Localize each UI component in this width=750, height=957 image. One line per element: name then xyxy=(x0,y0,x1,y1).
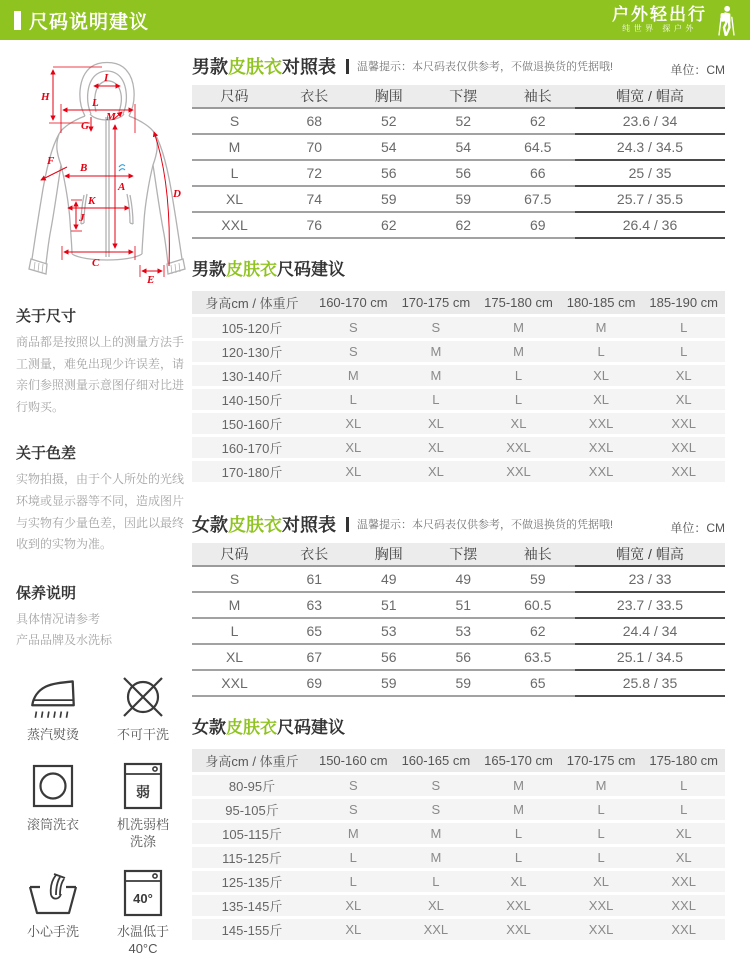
table-cell: 63 xyxy=(277,592,352,618)
about-color-text: 实物拍摄，由于个人所处的光线环境或显示器等不同，造成图片与实物有少量色差，因此以最终收到的实物为准。 xyxy=(16,472,185,552)
table-cell: L xyxy=(192,618,277,644)
table-cell: S xyxy=(395,799,478,820)
unit-label: 单位：CM xyxy=(670,521,725,535)
table-cell: 60.5 xyxy=(501,592,576,618)
women-reco-title: 女款皮肤衣尺码建议 xyxy=(192,718,345,737)
table-cell: 67.5 xyxy=(501,186,576,212)
table-cell: XXL xyxy=(560,919,643,940)
table-cell: 25.7 / 35.5 xyxy=(575,186,725,212)
table-cell: M xyxy=(477,799,560,820)
table-cell: 95-105斤 xyxy=(192,799,312,820)
table-cell: L xyxy=(560,341,643,362)
table-cell: XXL xyxy=(477,919,560,940)
table-cell: 56 xyxy=(352,160,427,186)
table-row xyxy=(192,847,725,868)
table-cell: XL xyxy=(192,186,277,212)
table-cell: XXL xyxy=(560,437,643,458)
hiker-icon xyxy=(712,4,738,36)
table-cell: 80-95斤 xyxy=(192,775,312,796)
table-cell: 105-120斤 xyxy=(192,317,312,338)
column-header: 160-165 cm xyxy=(395,749,478,772)
table-cell: 52 xyxy=(352,108,427,134)
measure-label-D: D xyxy=(173,188,181,200)
table-row xyxy=(192,134,725,160)
table-cell: L xyxy=(560,823,643,844)
care-item: 蒸汽熨烫 xyxy=(14,672,92,744)
column-header: 胸围 xyxy=(352,85,427,108)
column-header: 身高cm / 体重斤 xyxy=(192,291,312,314)
care-item: 小心手洗 xyxy=(14,867,92,957)
table-cell: S xyxy=(395,775,478,796)
table-row xyxy=(192,644,725,670)
table-row xyxy=(192,670,725,696)
measure-label-C: C xyxy=(92,257,100,269)
table-cell: 24.4 / 34 xyxy=(575,618,725,644)
table-cell: M xyxy=(395,847,478,868)
table-cell: M xyxy=(560,317,643,338)
table-cell: 53 xyxy=(352,618,427,644)
column-header: 帽宽 / 帽高 xyxy=(575,85,725,108)
table-cell: M xyxy=(312,365,395,386)
table-cell: 62 xyxy=(426,212,501,238)
women-size-recommendation-section xyxy=(192,713,725,943)
table-cell: L xyxy=(477,389,560,410)
table-cell: 25.8 / 35 xyxy=(575,670,725,696)
table-cell: M xyxy=(192,134,277,160)
column-header: 衣长 xyxy=(277,543,352,566)
men-reco-table xyxy=(192,288,725,485)
measure-label-B: B xyxy=(80,162,88,174)
table-cell: 135-145斤 xyxy=(192,895,312,916)
table-cell: XL xyxy=(312,461,395,482)
title-accent-bar xyxy=(14,11,21,30)
table-cell: S xyxy=(192,108,277,134)
table-row xyxy=(192,799,725,820)
brand-name: 户外轻出行 xyxy=(612,4,707,24)
table-cell: XL xyxy=(395,413,478,434)
column-header: 袖长 xyxy=(501,85,576,108)
table-row xyxy=(192,317,725,338)
table-cell: 61 xyxy=(277,566,352,592)
table-cell: XL xyxy=(312,413,395,434)
table-cell: L xyxy=(395,389,478,410)
table-cell: 68 xyxy=(277,108,352,134)
column-header: 帽宽 / 帽高 xyxy=(575,543,725,566)
table-cell: 54 xyxy=(426,134,501,160)
table-cell: 23.6 / 34 xyxy=(575,108,725,134)
machine-wash-gentle-icon xyxy=(115,760,171,812)
men-table-title: 男款 皮肤衣 对照表 温馨提示：本尺码表仅供参考，不做退换货的凭据哦! xyxy=(192,57,614,77)
table-cell: XXL xyxy=(560,461,643,482)
table-cell: XL xyxy=(642,365,725,386)
table-cell: XXL xyxy=(642,871,725,892)
table-cell: 24.3 / 34.5 xyxy=(575,134,725,160)
table-cell: 59 xyxy=(426,186,501,212)
table-cell: XL xyxy=(477,413,560,434)
table-cell: 62 xyxy=(352,212,427,238)
table-cell: 25 / 35 xyxy=(575,160,725,186)
table-row xyxy=(192,895,725,916)
table-cell: 76 xyxy=(277,212,352,238)
table-cell: 56 xyxy=(426,644,501,670)
table-cell: XL xyxy=(560,871,643,892)
column-header: 160-170 cm xyxy=(312,291,395,314)
table-cell: S xyxy=(312,317,395,338)
women-size-table xyxy=(192,543,725,697)
table-cell: XL xyxy=(477,871,560,892)
table-cell: M xyxy=(395,365,478,386)
table-cell: 63.5 xyxy=(501,644,576,670)
table-row xyxy=(192,186,725,212)
table-cell: M xyxy=(560,775,643,796)
table-cell: 51 xyxy=(426,592,501,618)
table-cell: M xyxy=(477,775,560,796)
table-cell: XL xyxy=(312,437,395,458)
about-size-text: 商品都是按照以上的测量方法手工测量，难免出现少许误差，请亲们参照测量示意图仔细对比进行购买。 xyxy=(16,335,185,414)
chest-logo-icon xyxy=(119,165,125,171)
table-cell: L xyxy=(192,160,277,186)
table-cell: S xyxy=(312,799,395,820)
unit-label: 单位：CM xyxy=(670,63,725,77)
table-cell: XXL xyxy=(477,437,560,458)
table-cell: XL xyxy=(395,461,478,482)
table-cell: L xyxy=(642,799,725,820)
brand-slogan: 纯世界 探户外 xyxy=(622,24,697,34)
men-size-table xyxy=(192,85,725,239)
table-cell: 150-160斤 xyxy=(192,413,312,434)
table-row xyxy=(192,566,725,592)
women-size-chart-section xyxy=(192,511,725,697)
table-cell: 145-155斤 xyxy=(192,919,312,940)
table-cell: 105-115斤 xyxy=(192,823,312,844)
table-cell: 56 xyxy=(352,644,427,670)
table-row xyxy=(192,212,725,238)
column-header: 衣长 xyxy=(277,85,352,108)
care-item: 滚筒洗衣 xyxy=(14,760,92,851)
column-header: 150-160 cm xyxy=(312,749,395,772)
men-size-recommendation-section xyxy=(192,255,725,485)
table-cell: XXL xyxy=(192,212,277,238)
care-heading: 保养说明 xyxy=(16,584,77,602)
care-subtext: 具体情况请参考 产品品牌及水洗标 xyxy=(16,611,113,648)
column-header: 尺码 xyxy=(192,85,277,108)
table-cell: 115-125斤 xyxy=(192,847,312,868)
table-cell: 160-170斤 xyxy=(192,437,312,458)
women-reco-table xyxy=(192,746,725,943)
table-cell: XXL xyxy=(642,919,725,940)
title-divider xyxy=(346,517,349,532)
measure-label-G: G xyxy=(81,120,89,132)
column-header: 170-175 cm xyxy=(395,291,478,314)
table-cell: L xyxy=(642,775,725,796)
table-cell: XL xyxy=(312,895,395,916)
table-cell: S xyxy=(192,566,277,592)
women-table-tip: 温馨提示：本尺码表仅供参考，不做退换货的凭据哦! xyxy=(357,518,614,531)
table-row xyxy=(192,919,725,940)
table-cell: 56 xyxy=(426,160,501,186)
column-header: 165-170 cm xyxy=(477,749,560,772)
table-cell: L xyxy=(477,847,560,868)
column-header: 袖长 xyxy=(501,543,576,566)
table-cell: 54 xyxy=(352,134,427,160)
table-row xyxy=(192,775,725,796)
table-cell: XXL xyxy=(477,461,560,482)
table-cell: 125-135斤 xyxy=(192,871,312,892)
table-cell: XL xyxy=(560,365,643,386)
sidebar xyxy=(14,53,186,957)
table-cell: XXL xyxy=(560,895,643,916)
table-row xyxy=(192,437,725,458)
column-header: 尺码 xyxy=(192,543,277,566)
water-temp-icon xyxy=(115,867,171,919)
table-row xyxy=(192,389,725,410)
table-cell: 62 xyxy=(501,618,576,644)
table-cell: L xyxy=(560,799,643,820)
table-row xyxy=(192,365,725,386)
table-cell: XL xyxy=(560,389,643,410)
no-dry-clean-icon xyxy=(115,672,171,722)
measure-label-L: L xyxy=(92,97,99,109)
table-row xyxy=(192,871,725,892)
men-size-chart-section xyxy=(192,53,725,239)
measure-label-H: H xyxy=(41,91,50,103)
table-cell: 25.1 / 34.5 xyxy=(575,644,725,670)
table-cell: 59 xyxy=(501,566,576,592)
table-cell: L xyxy=(642,317,725,338)
table-cell: 64.5 xyxy=(501,134,576,160)
table-cell: XXL xyxy=(477,895,560,916)
table-cell: 65 xyxy=(277,618,352,644)
table-header-row xyxy=(192,85,725,108)
table-cell: 70 xyxy=(277,134,352,160)
temp-glyph: 40° xyxy=(133,890,153,906)
column-header: 胸围 xyxy=(352,543,427,566)
table-cell: L xyxy=(477,823,560,844)
table-cell: XXL xyxy=(642,437,725,458)
table-cell: XXL xyxy=(192,670,277,696)
table-row xyxy=(192,160,725,186)
column-header: 185-190 cm xyxy=(642,291,725,314)
women-table-title: 女款 皮肤衣 对照表 温馨提示：本尺码表仅供参考，不做退换货的凭据哦! xyxy=(192,515,614,535)
table-cell: M xyxy=(477,341,560,362)
column-header: 身高cm / 体重斤 xyxy=(192,749,312,772)
care-item: 不可干洗 xyxy=(98,672,188,744)
table-cell: XXL xyxy=(642,413,725,434)
table-row xyxy=(192,341,725,362)
table-cell: XL xyxy=(395,895,478,916)
measure-label-F: F xyxy=(47,155,55,167)
measure-label-M: M xyxy=(106,111,116,123)
table-row xyxy=(192,823,725,844)
column-header: 下摆 xyxy=(426,85,501,108)
table-cell: XL xyxy=(312,919,395,940)
table-cell: 52 xyxy=(426,108,501,134)
table-cell: 72 xyxy=(277,160,352,186)
table-cell: 130-140斤 xyxy=(192,365,312,386)
table-header-row xyxy=(192,543,725,566)
table-row xyxy=(192,108,725,134)
table-cell: 59 xyxy=(352,670,427,696)
about-size-heading: 关于尺寸 xyxy=(16,308,77,325)
jacket-measurement-diagram xyxy=(18,53,190,285)
measure-label-J: J xyxy=(79,212,85,224)
table-cell: 74 xyxy=(277,186,352,212)
table-row xyxy=(192,413,725,434)
table-cell: L xyxy=(560,847,643,868)
main-content xyxy=(192,53,725,957)
table-cell: 26.4 / 36 xyxy=(575,212,725,238)
table-row xyxy=(192,592,725,618)
table-cell: L xyxy=(312,389,395,410)
table-cell: XL xyxy=(642,847,725,868)
table-cell: 66 xyxy=(501,160,576,186)
hand-wash-icon xyxy=(25,867,81,919)
table-cell: 49 xyxy=(426,566,501,592)
table-cell: XL xyxy=(192,644,277,670)
table-cell: L xyxy=(477,365,560,386)
table-cell: M xyxy=(192,592,277,618)
table-cell: 170-180斤 xyxy=(192,461,312,482)
drum-wash-icon xyxy=(25,760,81,812)
table-cell: 59 xyxy=(352,186,427,212)
men-table-tip: 温馨提示：本尺码表仅供参考，不做退换货的凭据哦! xyxy=(357,60,614,73)
table-cell: M xyxy=(312,823,395,844)
care-item: 弱 机洗弱档 洗涤 xyxy=(98,760,188,851)
table-cell: M xyxy=(477,317,560,338)
measure-label-I: I xyxy=(104,72,109,84)
table-cell: XXL xyxy=(560,413,643,434)
table-cell: 140-150斤 xyxy=(192,389,312,410)
column-header: 下摆 xyxy=(426,543,501,566)
measure-label-A: A xyxy=(118,181,126,193)
table-cell: L xyxy=(395,871,478,892)
table-header-row xyxy=(192,749,725,772)
table-cell: S xyxy=(312,775,395,796)
table-cell: S xyxy=(395,317,478,338)
table-header-row xyxy=(192,291,725,314)
table-cell: 23.7 / 33.5 xyxy=(575,592,725,618)
table-row xyxy=(192,461,725,482)
column-header: 170-175 cm xyxy=(560,749,643,772)
table-cell: 23 / 33 xyxy=(575,566,725,592)
table-cell: 67 xyxy=(277,644,352,670)
table-cell: 53 xyxy=(426,618,501,644)
table-cell: L xyxy=(642,341,725,362)
care-icons-grid xyxy=(14,672,186,957)
table-cell: 65 xyxy=(501,670,576,696)
column-header: 180-185 cm xyxy=(560,291,643,314)
table-cell: L xyxy=(312,847,395,868)
page-header xyxy=(0,0,750,40)
page-title: 尺码说明建议 xyxy=(29,11,150,33)
table-cell: XXL xyxy=(395,919,478,940)
table-cell: 49 xyxy=(352,566,427,592)
brand-logo xyxy=(612,4,738,36)
title-divider xyxy=(346,59,349,74)
table-cell: XL xyxy=(642,389,725,410)
column-header: 175-180 cm xyxy=(477,291,560,314)
table-cell: M xyxy=(395,341,478,362)
table-cell: 51 xyxy=(352,592,427,618)
table-cell: 69 xyxy=(277,670,352,696)
gentle-glyph: 弱 xyxy=(136,783,150,800)
table-cell: XL xyxy=(642,823,725,844)
table-cell: 69 xyxy=(501,212,576,238)
table-cell: M xyxy=(395,823,478,844)
table-cell: S xyxy=(312,341,395,362)
table-cell: L xyxy=(312,871,395,892)
steam-iron-icon xyxy=(25,672,81,722)
table-cell: 62 xyxy=(501,108,576,134)
measure-label-K: K xyxy=(88,195,96,207)
table-cell: 120-130斤 xyxy=(192,341,312,362)
about-color-heading: 关于色差 xyxy=(16,445,77,463)
column-header: 175-180 cm xyxy=(642,749,725,772)
men-reco-title: 男款皮肤衣尺码建议 xyxy=(192,260,345,279)
care-item: 40° 水温低于 40°C xyxy=(98,867,188,957)
table-cell: XXL xyxy=(642,461,725,482)
table-row xyxy=(192,618,725,644)
measure-label-E: E xyxy=(147,274,155,285)
table-cell: XXL xyxy=(642,895,725,916)
table-cell: 59 xyxy=(426,670,501,696)
table-cell: XL xyxy=(395,437,478,458)
